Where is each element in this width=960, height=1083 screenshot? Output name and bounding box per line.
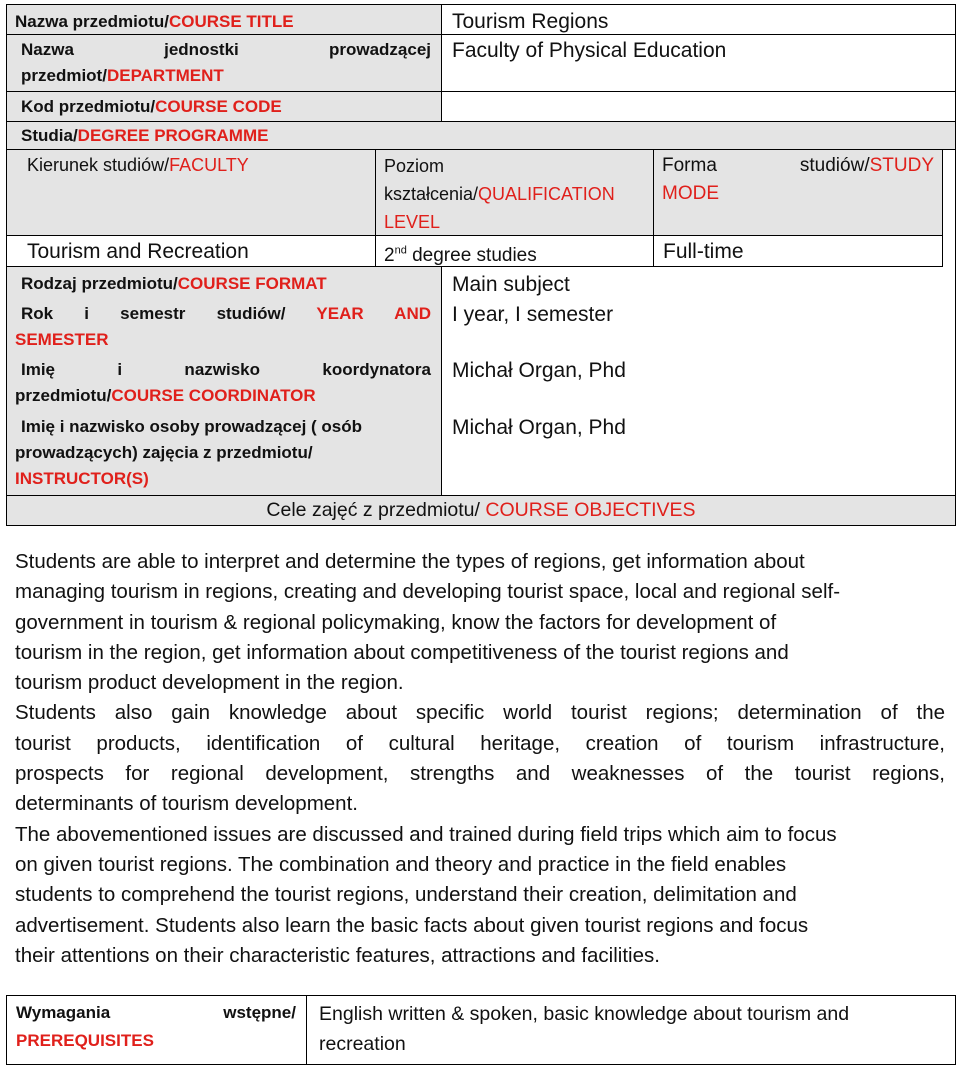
p2-line: prospects for regional development, strengths and weaknesses of the tourist regions, — [15, 762, 945, 786]
level-header-line3: LEVEL — [384, 212, 441, 232]
faculty-header — [27, 155, 249, 175]
course-code-value-cell — [442, 92, 955, 122]
p3-line: on given tourist regions. The combination and theory and practice in the field enables — [15, 852, 787, 876]
year-semester-value-cell — [442, 299, 955, 355]
faculty-header-cell — [7, 150, 376, 236]
coordinator-label-pl2: przedmiotu/ — [15, 386, 112, 405]
department-value: Faculty of Physical Education — [452, 39, 727, 62]
course-title-label-pl: Nazwa przedmiotu/ — [15, 12, 169, 31]
p3-line: students to comprehend the tourist regions, understand their creation, delimitation and — [15, 883, 797, 907]
instructors-value: Michał Organ, Phd — [452, 416, 626, 439]
instructors-label-line1: Imię i nazwisko osoby prowadzącej ( osób — [21, 417, 363, 436]
p2-line: tourist products, identification of cultural heritage, creation of tourism infrastructure, — [15, 731, 945, 755]
instructors-label-line3: INSTRUCTOR(S) — [15, 469, 149, 488]
degree-programme-label-en: DEGREE PROGRAMME — [77, 126, 269, 145]
year-semester-value: I year, I semester — [452, 303, 614, 326]
level-value-cell — [376, 236, 654, 267]
p2-line: Students also gain knowledge about specific world tourist regions; determination of the — [15, 701, 945, 725]
course-title-value-cell — [442, 5, 955, 35]
course-code-label-cell — [7, 92, 442, 122]
course-title-value: Tourism Regions — [452, 10, 609, 33]
objectives-text — [15, 547, 945, 971]
p1-line: Students are able to interpret and determine the types of regions, get information about — [15, 550, 805, 573]
course-format-value: Main subject — [452, 273, 570, 296]
prerequisites-label-en: PREREQUISITES — [16, 1031, 154, 1050]
instructors-label-cell — [7, 411, 442, 496]
mode-header-pl-a: Forma — [662, 155, 717, 176]
course-format-label-pl: Rodzaj przedmiotu/ — [21, 274, 178, 293]
course-format-label-en: COURSE FORMAT — [177, 274, 327, 293]
course-title-label — [15, 12, 294, 31]
level-header-line2 — [384, 180, 653, 208]
mode-header-line2: MODE — [662, 183, 719, 204]
p3-line: The abovementioned issues are discussed and trained during field trips which aim to focus — [15, 822, 837, 846]
level-value-rest: degree studies — [406, 245, 537, 267]
faculty-value-cell — [7, 236, 376, 267]
level-header-line1: Poziom — [384, 156, 445, 176]
degree-programme-label — [21, 126, 268, 145]
p1-line: government in tourism & regional policymaking, know the factors for development of — [15, 610, 777, 634]
level-header-pl2: kształcenia/ — [384, 184, 479, 204]
level-value-num: 2 — [384, 245, 395, 267]
year-semester-label-cell — [7, 299, 442, 355]
faculty-value: Tourism and Recreation — [27, 240, 249, 263]
instructors-label-line2: prowadzących) zajęcia z przedmiotu/ — [15, 443, 313, 462]
p3-line: advertisement. Students also learn the basic facts about given tourist regions and focus — [15, 913, 809, 937]
degree-programme-label-pl: Studia/ — [21, 126, 78, 145]
mode-header-en-a: STUDY — [869, 155, 934, 176]
instructors-value-cell — [442, 411, 955, 496]
year-semester-label-en-a: YEAR AND — [316, 304, 431, 323]
coordinator-value-cell — [442, 355, 955, 411]
faculty-header-en: FACULTY — [169, 155, 249, 175]
course-title-label-cell — [7, 5, 442, 35]
p1-line: tourism in the region, get information about competitiveness of the tourist regions and — [15, 640, 789, 664]
objectives-header-cell — [7, 496, 955, 525]
coordinator-label-en: COURSE COORDINATOR — [111, 386, 316, 405]
mode-value-cell — [654, 236, 943, 267]
coordinator-value: Michał Organ, Phd — [452, 359, 626, 382]
year-semester-label-line1 — [21, 301, 431, 327]
department-label-line1: Nazwa jednostki prowadzącej — [21, 40, 431, 59]
coordinator-label-line2 — [15, 383, 431, 409]
prerequisites-label-pl: Wymagania wstępne/ — [16, 1003, 296, 1022]
year-semester-label-line2: SEMESTER — [15, 330, 109, 349]
course-format-value-cell — [442, 267, 955, 299]
course-format-label-cell — [7, 267, 442, 299]
mode-header-pl-b-wrap — [800, 152, 934, 180]
objectives-header-en: COURSE OBJECTIVES — [485, 499, 696, 521]
coordinator-label-line1: Imię i nazwisko koordynatora — [21, 360, 431, 379]
course-title-label-en: COURSE TITLE — [168, 12, 294, 31]
prerequisites-value-cell — [307, 996, 955, 1064]
course-code-label — [21, 97, 282, 116]
prerequisites-value-line2: recreation — [319, 1033, 406, 1055]
level-value — [384, 245, 537, 266]
level-header-en-a: QUALIFICATION — [478, 184, 615, 204]
level-value-sup: nd — [394, 245, 407, 257]
prerequisites-label-cell — [7, 996, 307, 1064]
department-label-line2 — [21, 63, 431, 89]
year-semester-label-pl: Rok i semestr studiów/ — [21, 304, 286, 323]
objectives-paragraph-1 — [15, 547, 945, 698]
mode-header-line1 — [662, 152, 934, 180]
course-code-label-en: COURSE CODE — [155, 97, 282, 116]
coordinator-label-cell — [7, 355, 442, 411]
p1-line: managing tourism in regions, creating and developing tourist space, local and regional self- — [15, 580, 841, 604]
mode-header-pl-b: studiów/ — [799, 155, 870, 176]
department-label-en: DEPARTMENT — [106, 66, 224, 85]
course-format-label — [21, 274, 327, 293]
objectives-header — [266, 499, 695, 521]
objectives-paragraph-2 — [15, 698, 945, 819]
p1-line: tourism product development in the region. — [15, 671, 404, 695]
p2-line: determinants of tourism development. — [15, 792, 358, 816]
course-code-label-pl: Kod przedmiotu/ — [21, 97, 156, 116]
faculty-header-pl: Kierunek studiów/ — [27, 155, 170, 175]
objectives-paragraph-3 — [15, 820, 945, 971]
mode-value: Full-time — [663, 240, 744, 263]
department-value-cell — [442, 35, 955, 92]
mode-header-cell — [654, 150, 943, 236]
department-label-cell — [7, 35, 442, 92]
objectives-header-pl: Cele zajęć z przedmiotu/ — [266, 499, 486, 521]
level-header-cell — [376, 150, 654, 236]
prerequisites-value-line1: English written & spoken, basic knowledge about tourism and — [319, 1003, 850, 1025]
degree-programme-cell — [7, 122, 955, 150]
department-label-pl2: przedmiot/ — [21, 66, 107, 85]
p3-line: their attentions on their characteristic features, attractions and facilities. — [15, 943, 660, 967]
